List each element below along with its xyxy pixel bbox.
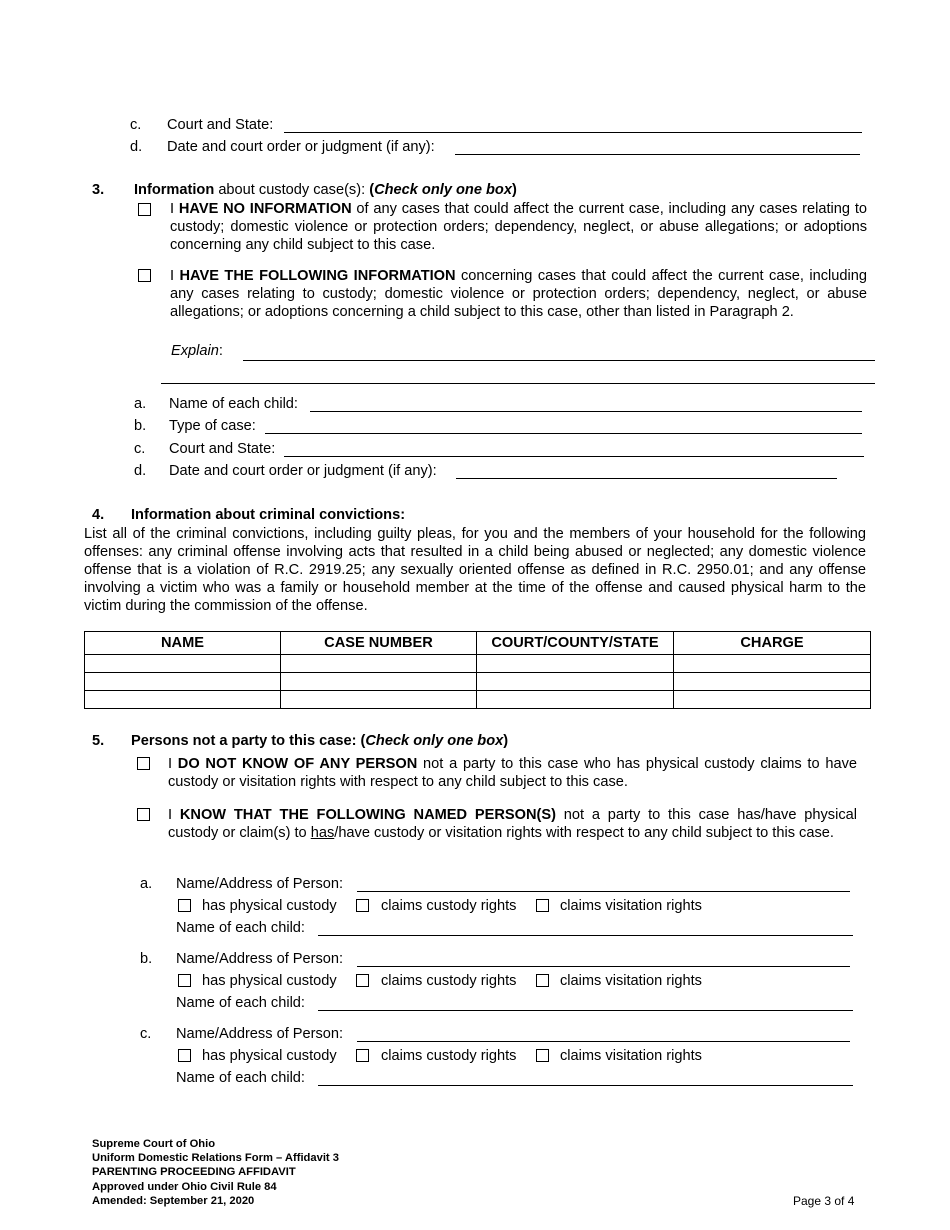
name-address-line[interactable] (357, 891, 850, 892)
option-label: has physical custody (202, 1048, 337, 1064)
item-label: d. (130, 139, 143, 155)
physical-custody-checkbox[interactable] (178, 899, 191, 912)
custody-rights-checkbox[interactable] (356, 974, 369, 987)
case-type-line[interactable] (265, 433, 862, 434)
child-name-line[interactable] (310, 411, 862, 412)
item-label: b. (140, 951, 153, 967)
field-label: Date and court order or judgment (if any): (169, 463, 437, 479)
explain-line-1[interactable] (243, 360, 875, 361)
explain-line-2[interactable] (161, 383, 875, 384)
know-persons-text: I KNOW THAT THE FOLLOWING NAMED PERSON(S) not a party to this case has/have physical custody or claim(s) to has/have custody or visitation rights with respect to any child subject to this case. (168, 807, 858, 841)
field-label: Court and State: (169, 441, 276, 457)
field-label: Name of each child: (176, 995, 305, 1011)
section-heading: Information about criminal convictions: (131, 507, 406, 523)
item-label: a. (140, 876, 153, 892)
table-cell[interactable] (674, 655, 871, 673)
item-label: c. (140, 1026, 152, 1042)
column-header: CHARGE (674, 632, 871, 655)
visitation-rights-checkbox[interactable] (536, 974, 549, 987)
field-label: Court and State: (167, 117, 274, 133)
court-state-line[interactable] (284, 456, 864, 457)
name-address-line[interactable] (357, 1041, 850, 1042)
column-header: COURT/COUNTY/STATE (477, 632, 674, 655)
field-label: Type of case: (169, 418, 256, 434)
field-label: Name of each child: (176, 1070, 305, 1086)
table-cell[interactable] (477, 691, 674, 709)
child-name-line[interactable] (318, 935, 853, 936)
child-name-line[interactable] (318, 1010, 853, 1011)
section-heading: Information about custody case(s): (Check only one box) (134, 182, 517, 198)
table-row (85, 673, 871, 691)
table-row (85, 691, 871, 709)
field-label: Date and court order or judgment (if any): (167, 139, 435, 155)
item-label: c. (130, 117, 142, 133)
criminal-instructions: List all of the criminal convictions, including guilty pleas, for you and the members of your household for the following offenses: any criminal offense involving acts that resulted in a child being abused or neglected; any domestic violence offense that is a violation of R.C. 2919.25; any sexually oriented offense as defined in R.C. 2950.01; and any offense involving a victim who was a family or household member at the time of the offense and caused physical harm to the victim during the commission of the offense. (84, 526, 866, 614)
footer-block (92, 1137, 339, 1208)
section-number: 4. (92, 507, 105, 523)
date-order-line[interactable] (456, 478, 837, 479)
footer-line: Uniform Domestic Relations Form – Affidavit 3 (92, 1152, 339, 1165)
custody-rights-checkbox[interactable] (356, 899, 369, 912)
explain-label: Explain: (171, 343, 223, 359)
option-label: has physical custody (202, 973, 337, 989)
table-cell[interactable] (477, 673, 674, 691)
no-information-checkbox[interactable] (138, 203, 151, 216)
have-information-checkbox[interactable] (138, 269, 151, 282)
item-label: c. (134, 441, 146, 457)
physical-custody-checkbox[interactable] (178, 1049, 191, 1062)
field-label: Name of each child: (169, 396, 298, 412)
field-label: Name/Address of Person: (176, 1026, 344, 1042)
item-label: b. (134, 418, 147, 434)
table-cell[interactable] (281, 673, 477, 691)
table-cell[interactable] (281, 655, 477, 673)
date-order-line[interactable] (455, 154, 860, 155)
do-not-know-text: I DO NOT KNOW OF ANY PERSON not a party to this case who has physical custody claims to have custody or visitation rights with respect to any child subject to this case. (168, 756, 857, 790)
footer-line: PARENTING PROCEEDING AFFIDAVIT (92, 1166, 296, 1179)
item-label: a. (134, 396, 147, 412)
table-cell[interactable] (281, 691, 477, 709)
section-number: 5. (92, 733, 105, 749)
option-label: claims visitation rights (560, 973, 702, 989)
table-cell[interactable] (85, 691, 281, 709)
field-label: Name/Address of Person: (176, 876, 344, 892)
footer-line: Supreme Court of Ohio (92, 1138, 216, 1150)
table-cell[interactable] (477, 655, 674, 673)
visitation-rights-checkbox[interactable] (536, 1049, 549, 1062)
column-header: CASE NUMBER (281, 632, 477, 655)
option-label: claims visitation rights (560, 898, 702, 914)
item-label: d. (134, 463, 147, 479)
court-state-line[interactable] (284, 132, 862, 133)
field-label: Name of each child: (176, 920, 305, 936)
table-row (85, 655, 871, 673)
visitation-rights-checkbox[interactable] (536, 899, 549, 912)
do-not-know-checkbox[interactable] (137, 757, 150, 770)
criminal-convictions-table (84, 631, 871, 709)
column-header: NAME (85, 632, 281, 655)
no-information-text: I HAVE NO INFORMATION of any cases that could affect the current case, including any cases relating to custody; domestic violence or protection orders; dependency, neglect, or abuse allegations; or adoptions concerning any child subject to this case. (170, 201, 867, 253)
physical-custody-checkbox[interactable] (178, 974, 191, 987)
option-label: claims custody rights (381, 973, 517, 989)
option-label: has physical custody (202, 898, 337, 914)
footer-line: Approved under Ohio Civil Rule 84 (92, 1180, 277, 1193)
table-cell[interactable] (674, 691, 871, 709)
table-cell[interactable] (85, 673, 281, 691)
section-heading: Persons not a party to this case: (Check only one box) (131, 733, 509, 749)
child-name-line[interactable] (318, 1085, 853, 1086)
custody-rights-checkbox[interactable] (356, 1049, 369, 1062)
name-address-line[interactable] (357, 966, 850, 967)
option-label: claims custody rights (381, 1048, 517, 1064)
have-information-text: I HAVE THE FOLLOWING INFORMATION concerning cases that could affect the current case, including any cases relating to custody; domestic violence or protection orders; dependency, neglect, or abuse allegations; or adoptions concerning a child subject to this case, other than listed in Paragraph 2. (170, 268, 867, 320)
option-label: claims custody rights (381, 898, 517, 914)
option-label: claims visitation rights (560, 1048, 702, 1064)
page-number: Page 3 of 4 (793, 1194, 855, 1208)
table-cell[interactable] (674, 673, 871, 691)
section-number: 3. (92, 182, 105, 198)
table-header-row (85, 632, 871, 655)
table-cell[interactable] (85, 655, 281, 673)
know-persons-checkbox[interactable] (137, 808, 150, 821)
footer-line: Amended: September 21, 2020 (92, 1194, 255, 1207)
field-label: Name/Address of Person: (176, 951, 344, 967)
